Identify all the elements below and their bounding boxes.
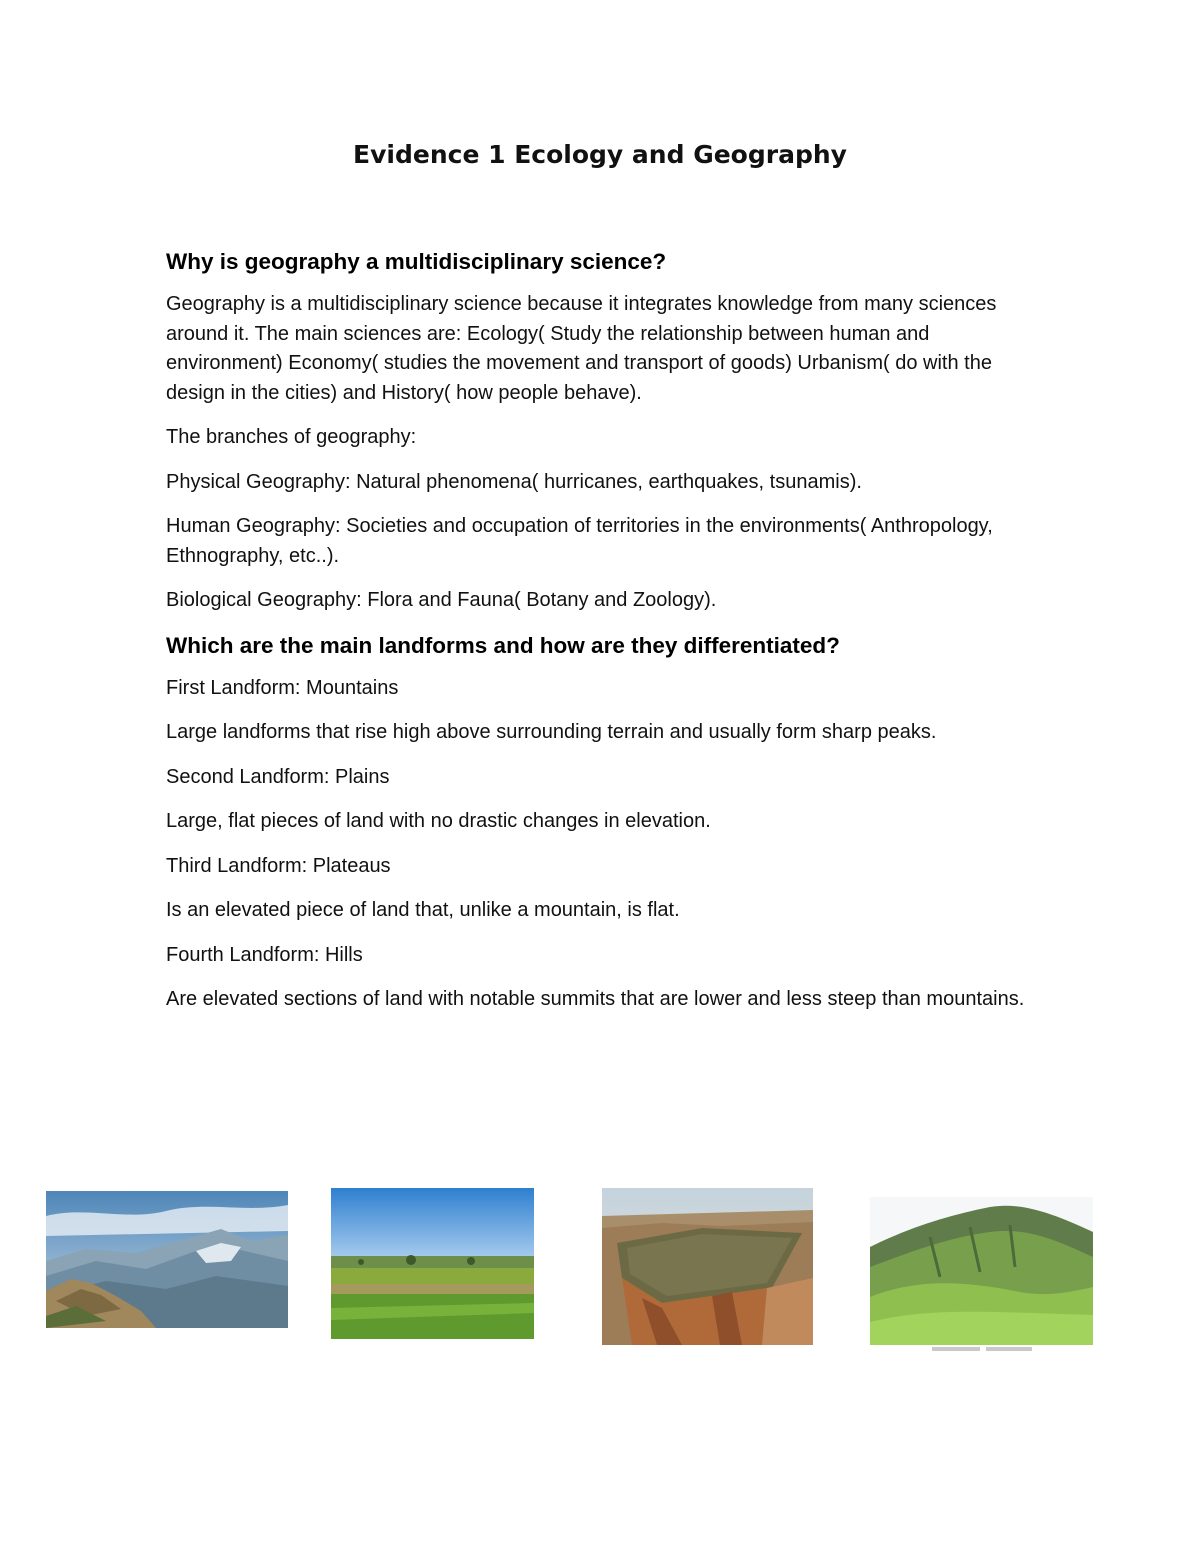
landform-plains-description: Large, flat pieces of land with no drastic changes in elevation. [166,810,711,832]
paragraph-human-geography: Human Geography: Societies and occupation of territories in the environments( Anthropology, Ethnography, etc..). [166,515,993,567]
section-heading-multidisciplinary: Why is geography a multidisciplinary science? [166,249,667,274]
landform-hills-label: Fourth Landform: Hills [166,943,363,966]
paragraph-intro: Geography is a multidisciplinary science because it integrates knowledge from many sciences around it. The main sciences are: Ecology( Study the relationship between human and environment) Economy( studies the movement and transport of goods) Urbanism( do with the design in the cities) and History( how people behave). [166,293,997,404]
landform-mountains-label: First Landform: Mountains [166,676,399,699]
hills-photo [870,1197,1093,1345]
document-title: Evidence 1 Ecology and Geography [353,140,847,169]
paragraph-physical-geography: Physical Geography: Natural phenomena( hurricanes, earthquakes, tsunamis). [166,470,862,493]
plateau-photo [602,1188,813,1345]
section-heading-landforms: Which are the main landforms and how are they differentiated? [166,632,840,658]
landform-mountains-description: Large landforms that rise high above surrounding terrain and usually form sharp peaks. [166,721,937,743]
document-body [166,247,1036,1030]
landform-plateaus-label: Third Landform: Plateaus [166,854,391,877]
paragraph-branches-intro: The branches of geography: [166,426,417,448]
plains-photo [331,1188,534,1339]
landform-hills-description: Are elevated sections of land with notable summits that are lower and less steep than mountains. [166,988,1025,1010]
mountains-photo [46,1191,288,1328]
paragraph-biological-geography: Biological Geography: Flora and Fauna( Botany and Zoology). [166,589,717,611]
watermark-mark [932,1346,1032,1352]
landform-plateaus-description: Is an elevated piece of land that, unlike a mountain, is flat. [166,899,680,921]
landform-plains-label: Second Landform: Plains [166,765,390,788]
